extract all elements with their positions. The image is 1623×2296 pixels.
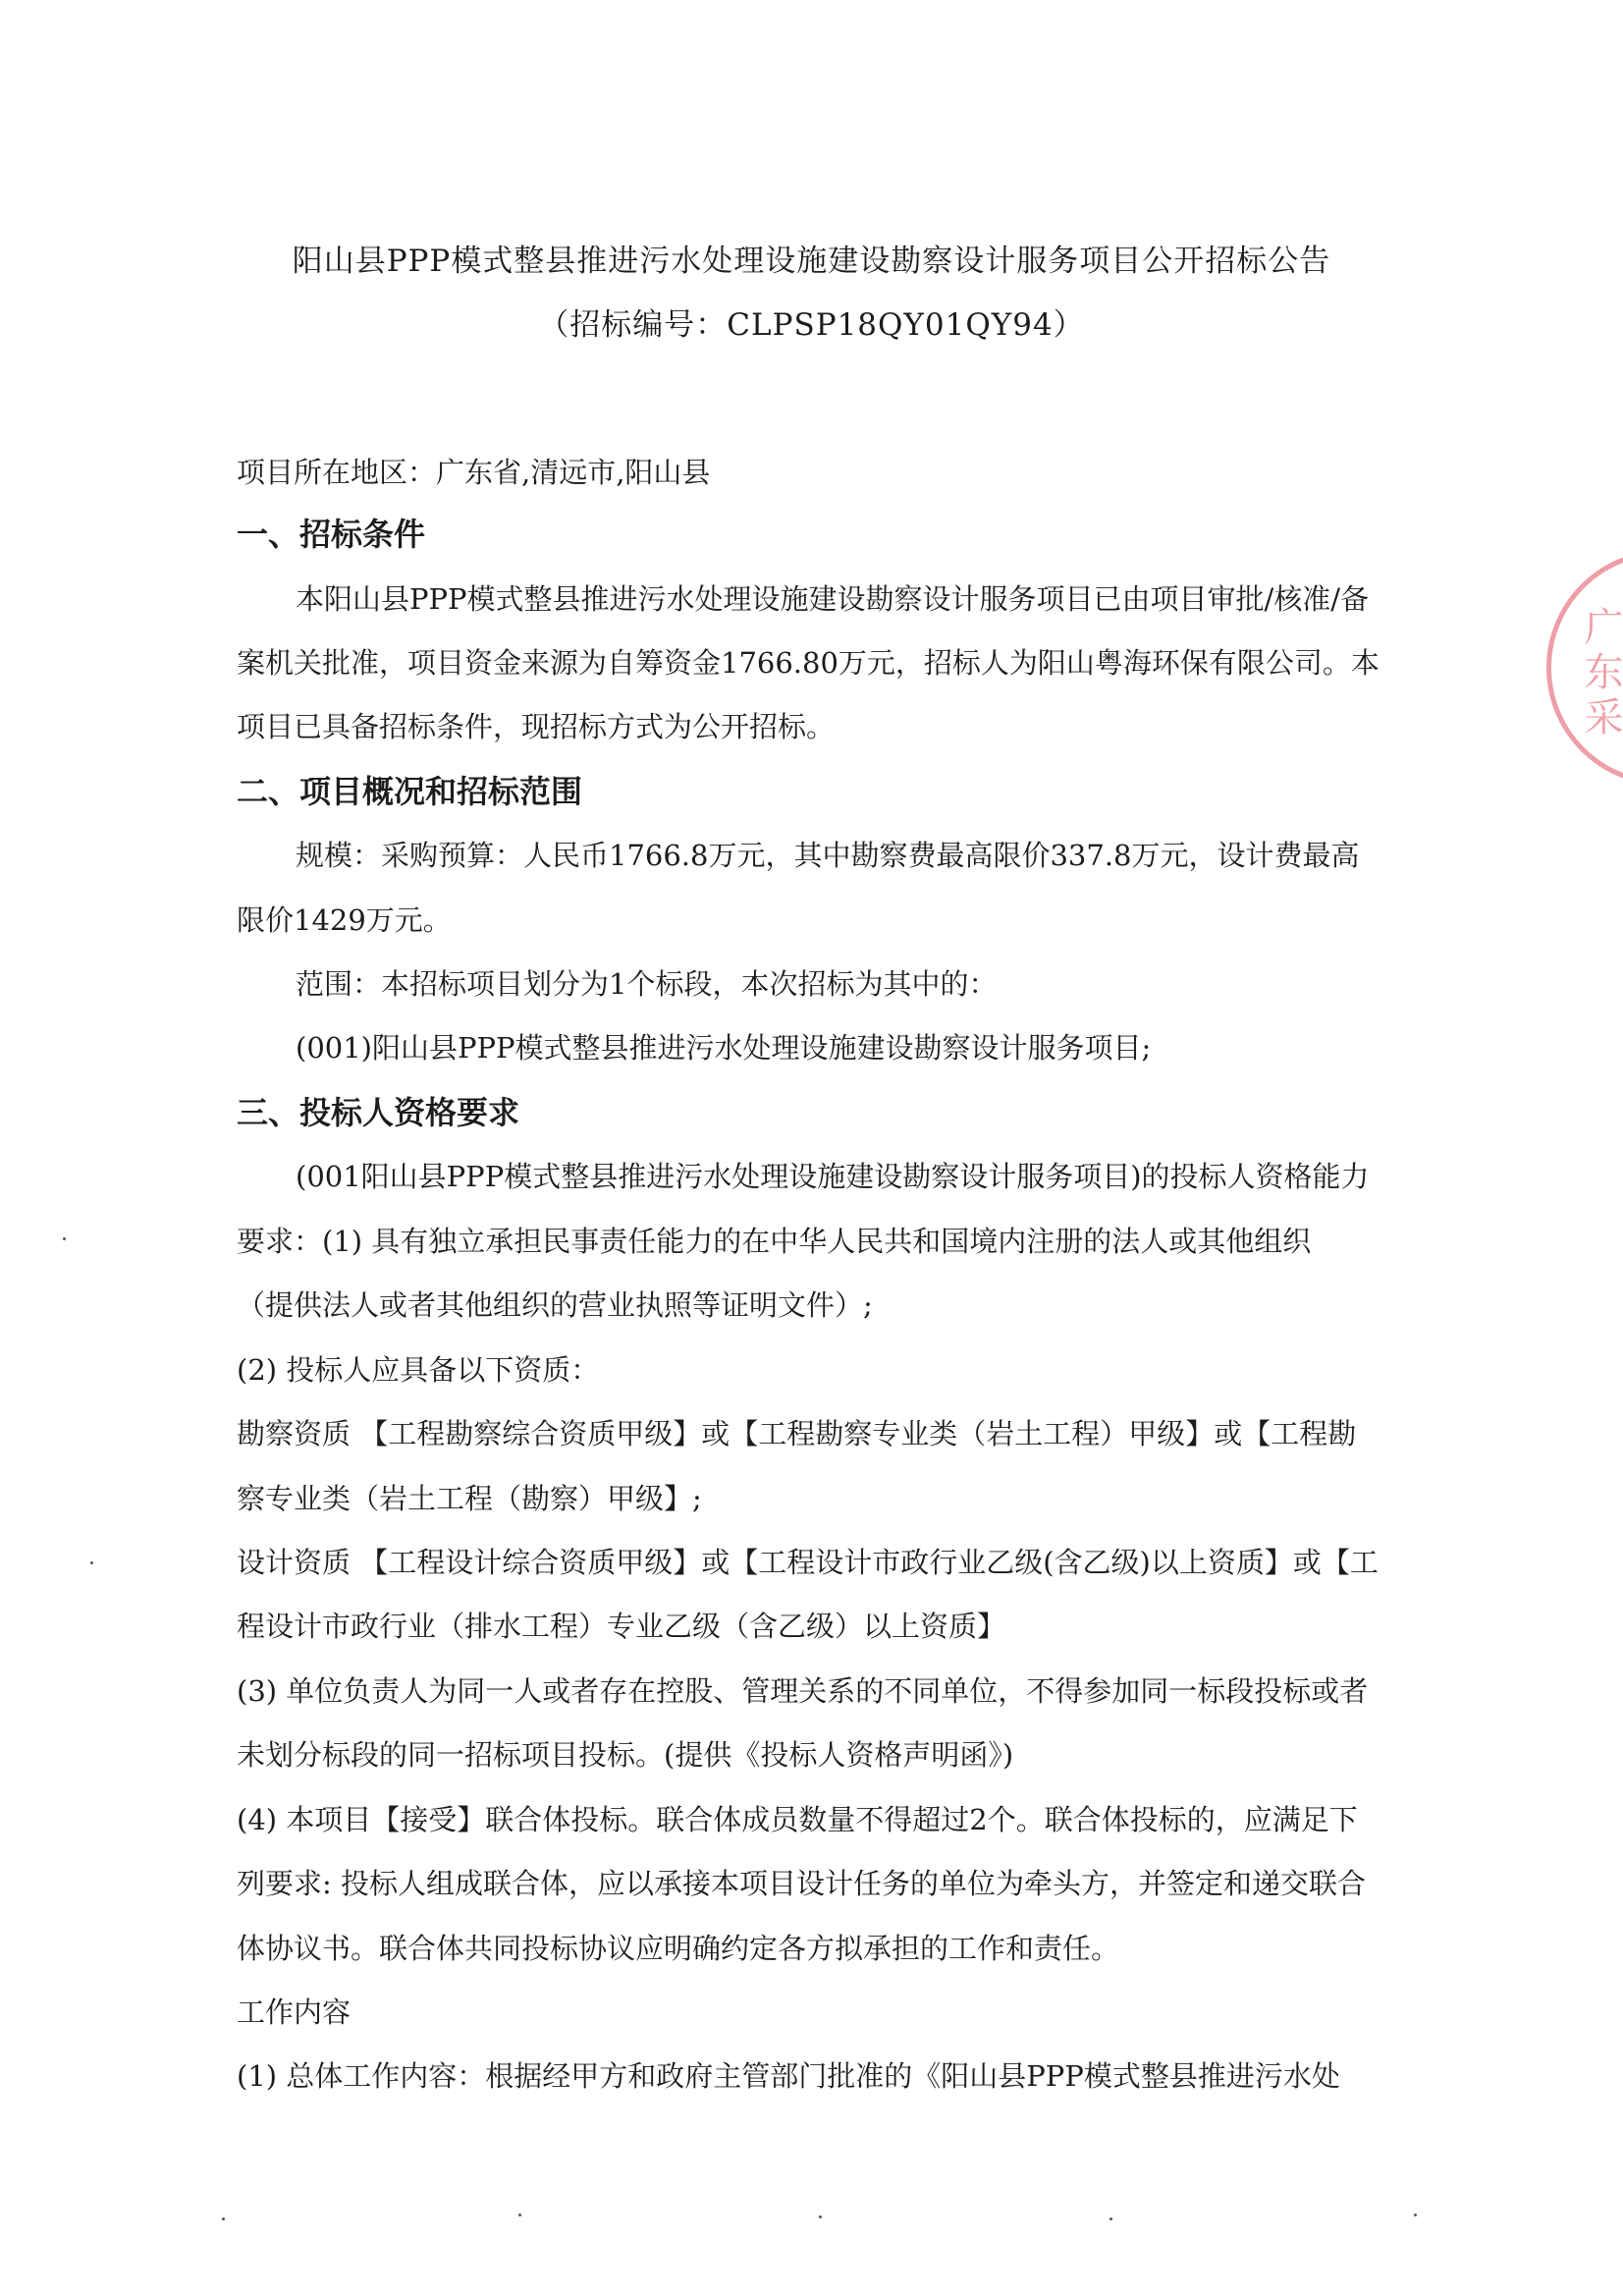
paragraph-line: 范围：本招标项目划分为1个标段，本次招标为其中的： [296, 967, 998, 1001]
paragraph-line: (001)阳山县PPP模式整县推进污水处理设施建设勘察设计服务项目; [296, 1031, 1152, 1065]
paragraph-line: (3) 单位负责人为同一人或者存在控股、管理关系的不同单位，不得参加同一标段投标或者 [237, 1674, 1369, 1708]
paragraph-line: (1) 总体工作内容：根据经甲方和政府主管部门批准的《阳山县PPP模式整县推进污水处 [237, 2059, 1340, 2093]
paragraph-line: (4) 本项目【接受】联合体投标。联合体成员数量不得超过2个。联合体投标的，应满足下 [237, 1803, 1358, 1836]
paragraph-line: 案机关批准，项目资金来源为自筹资金1766.80万元，招标人为阳山粤海环保有限公司。本 [237, 646, 1380, 680]
scan-speck [222, 2217, 225, 2220]
paragraph-line: (2) 投标人应具备以下资质： [237, 1353, 600, 1387]
scan-speck [63, 1237, 66, 1240]
paragraph-line: 体协议书。联合体共同投标协议应明确约定各方拟承担的工作和责任。 [237, 1932, 1120, 1965]
paragraph-line: 程设计市政行业（排水工程）专业乙级（含乙级）以上资质】 [237, 1610, 1006, 1643]
paragraph-line: 工作内容 [237, 1995, 352, 2029]
paragraph-line: 列要求: 投标人组成联合体，应以承接本项目设计任务的单位为牵头方，并签定和递交联合 [237, 1867, 1366, 1900]
scan-speck [90, 1561, 93, 1564]
seal-text: 广东采 [1578, 606, 1623, 741]
paragraph-line: 要求：(1) 具有独立承担民事责任能力的在中华人民共和国境内注册的法人或其他组织 [237, 1225, 1312, 1258]
paragraph-line: 项目已具备招标条件，现招标方式为公开招标。 [237, 710, 836, 743]
paragraph-line: 限价1429万元。 [237, 903, 452, 937]
tender-number: （招标编号：CLPSP18QY01QY94） [538, 307, 1085, 343]
official-seal-icon [1546, 550, 1623, 786]
paragraph-line: (001阳山县PPP模式整县推进污水处理设施建设勘察设计服务项目)的投标人资格能力 [296, 1160, 1370, 1193]
paragraph-line: 设计资质 【工程设计综合资质甲级】或【工程设计市政行业乙级(含乙级)以上资质】或【工 [237, 1546, 1379, 1579]
scan-speck [518, 2214, 521, 2216]
paragraph-line: 察专业类（岩土工程（勘察）甲级】; [237, 1482, 702, 1515]
scan-speck [819, 2215, 822, 2218]
paragraph-line: 勘察资质 【工程勘察综合资质甲级】或【工程勘察专业类（岩土工程）甲级】或【工程勘 [237, 1417, 1357, 1450]
paragraph-line: （提供法人或者其他组织的营业执照等证明文件）; [237, 1288, 873, 1322]
scan-speck [1414, 2214, 1417, 2216]
section-heading-2: 二、项目概况和招标范围 [237, 773, 583, 810]
paragraph-line: 未划分标段的同一招标项目投标。(提供《投标人资格声明函》) [237, 1738, 1014, 1772]
document-title: 阳山县PPP模式整县推进污水处理设施建设勘察设计服务项目公开招标公告 [292, 244, 1331, 279]
section-heading-1: 一、招标条件 [237, 516, 426, 553]
project-location: 项目所在地区：广东省,清远市,阳山县 [237, 456, 711, 489]
paragraph-line: 规模：采购预算：人民币1766.8万元，其中勘察费最高限价337.8万元，设计费最高 [296, 839, 1360, 872]
section-heading-3: 三、投标人资格要求 [237, 1094, 520, 1131]
scan-speck [1109, 2217, 1112, 2220]
paragraph-line: 本阳山县PPP模式整县推进污水处理设施建设勘察设计服务项目已由项目审批/核准/备 [296, 582, 1370, 616]
